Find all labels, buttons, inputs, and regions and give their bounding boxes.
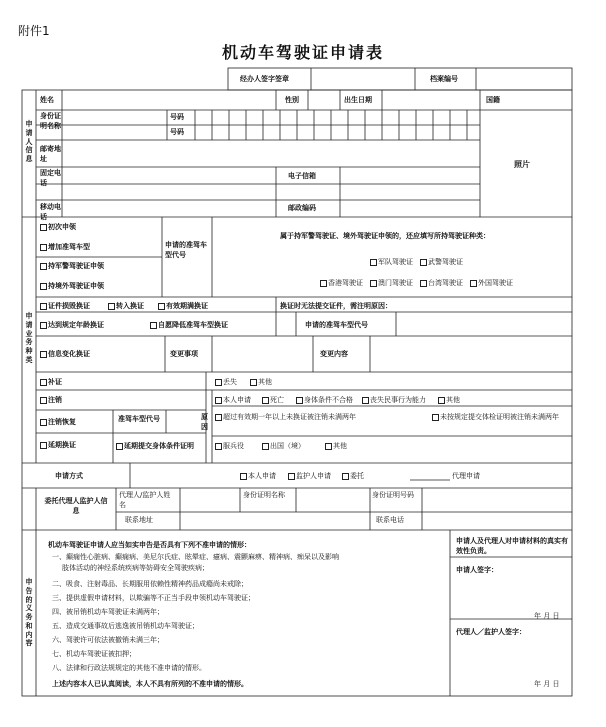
add-class-label: 增加准驾车型 bbox=[48, 243, 90, 251]
incapacity-checkbox[interactable] bbox=[362, 397, 369, 404]
extend-exam-label: 延期提交身体条件证明 bbox=[124, 442, 194, 450]
method-self-label: 本人申请 bbox=[248, 472, 276, 480]
hk-label: 香港驾驶证 bbox=[328, 279, 363, 287]
declaration-section-label: 申告的义务和内容 bbox=[25, 578, 33, 648]
foreign-option[interactable] bbox=[470, 279, 513, 288]
form-title: 机动车驾驶证申请表 bbox=[221, 43, 384, 62]
self-apply-checkbox[interactable] bbox=[215, 397, 222, 404]
agent-addr-label: 联系地址 bbox=[125, 516, 153, 524]
landline-field[interactable] bbox=[63, 168, 275, 183]
method-label: 申请方式 bbox=[55, 472, 83, 480]
cancel-checkbox[interactable] bbox=[40, 397, 47, 404]
replace-label: 补证 bbox=[48, 378, 62, 386]
id-number-label-2: 号码 bbox=[170, 128, 184, 136]
expiry-renew-checkbox[interactable] bbox=[158, 303, 165, 310]
not-submitted-option[interactable] bbox=[432, 412, 570, 422]
cancel-label: 注销 bbox=[48, 396, 62, 404]
military-option[interactable] bbox=[370, 258, 413, 267]
expiry-renew-option[interactable] bbox=[158, 302, 208, 311]
agent-name-label: 代理人/监护人姓名 bbox=[119, 491, 171, 510]
restore-checkbox[interactable] bbox=[40, 419, 47, 426]
id-number-label-1: 号码 bbox=[170, 113, 184, 121]
add-class-option[interactable] bbox=[40, 243, 90, 252]
abroad-label: 出国（境） bbox=[270, 442, 305, 450]
applicant-sign-label: 申请人签字： bbox=[456, 566, 498, 574]
signature-label: 经办人签字签章 bbox=[240, 75, 289, 83]
macau-option[interactable] bbox=[370, 279, 413, 288]
gender-label: 性别 bbox=[285, 96, 299, 104]
add-class-checkbox[interactable] bbox=[40, 244, 47, 251]
other-label: 其他 bbox=[258, 378, 272, 386]
other3-label: 其他 bbox=[333, 442, 347, 450]
renew-note: 换证时无法提交证件，需注明原因： bbox=[280, 302, 392, 310]
holder-note: 属于持军警驾驶证、境外驾驶证申领的，还应填写所持驾驶证种类： bbox=[280, 232, 490, 240]
method-entrust-option[interactable] bbox=[342, 472, 364, 481]
hk-option[interactable] bbox=[320, 279, 363, 288]
id-doc-label: 身份证明名称 bbox=[40, 112, 61, 131]
method-entrust-label: 委托 bbox=[350, 472, 364, 480]
incapacity-label: 丧失民事行为能力 bbox=[370, 396, 426, 404]
info-change-label: 信息变化换证 bbox=[48, 350, 90, 358]
info-change-checkbox[interactable] bbox=[40, 351, 47, 358]
self-apply-label: 本人申请 bbox=[223, 396, 251, 404]
email-field[interactable] bbox=[341, 168, 479, 183]
nationality-label: 国籍 bbox=[486, 96, 500, 104]
transfer-renew-option[interactable] bbox=[108, 302, 144, 311]
military-checkbox[interactable] bbox=[370, 259, 377, 266]
restore-option[interactable] bbox=[40, 418, 76, 427]
change-content-label: 变更内容 bbox=[320, 350, 348, 358]
age-renew-label: 达到规定年龄换证 bbox=[48, 321, 104, 329]
agent-id-no-label: 身份证明号码 bbox=[372, 491, 414, 499]
military-service-checkbox[interactable] bbox=[215, 443, 222, 450]
damage-renew-label: 证件损毁换证 bbox=[48, 302, 90, 310]
landline-label: 固定电话 bbox=[40, 169, 61, 188]
applicant-sign-field[interactable] bbox=[451, 575, 571, 607]
extend-option[interactable] bbox=[40, 440, 90, 450]
not-submitted-checkbox[interactable] bbox=[432, 414, 439, 421]
holder-change-label: 持军警驾驶证申领 bbox=[48, 262, 104, 270]
restore-label: 注销恢复 bbox=[48, 418, 76, 426]
change-item-label: 变更事项 bbox=[170, 350, 198, 358]
abroad-checkbox[interactable] bbox=[262, 443, 269, 450]
apply-class-label: 申请的准驾车型代号 bbox=[165, 241, 207, 260]
attachment-label: 附件1 bbox=[18, 24, 50, 38]
other3-checkbox[interactable] bbox=[325, 443, 332, 450]
class-code-label: 准驾车型代号 bbox=[118, 415, 160, 423]
other2-option[interactable] bbox=[438, 396, 460, 405]
agent-apply-label: 代理申请 bbox=[452, 472, 480, 480]
declaration-closing: 上述内容本人已认真阅读，本人不具有所列的不准申请的情形。 bbox=[52, 680, 248, 688]
foreign-label: 外国驾驶证 bbox=[478, 279, 513, 287]
declaration-item-1b: 肢体活动的神经系统疾病等妨碍安全驾驶疾病； bbox=[62, 564, 209, 572]
police-label: 武警驾驶证 bbox=[428, 258, 463, 266]
holder-abroad-checkbox[interactable] bbox=[40, 283, 47, 290]
lost-label: 丢失 bbox=[223, 378, 237, 386]
cancel-option[interactable] bbox=[40, 396, 62, 405]
applicant-sign-date: 年 月 日 bbox=[534, 612, 560, 620]
macau-label: 澳门驾驶证 bbox=[378, 279, 413, 287]
method-guardian-label: 监护人申请 bbox=[296, 472, 331, 480]
military-service-label: 服兵役 bbox=[223, 442, 244, 450]
hk-checkbox[interactable] bbox=[320, 280, 327, 287]
expired-label: 超过有效期一年以上未换证被注销未满两年 bbox=[223, 413, 356, 421]
expired-option[interactable] bbox=[215, 412, 380, 422]
incapacity-option[interactable] bbox=[362, 396, 426, 405]
transfer-renew-label: 转入换证 bbox=[116, 302, 144, 310]
business-section-label: 申请业务种类 bbox=[25, 312, 33, 364]
declaration-item-4: 四、被吊销机动车驾驶证未满两年； bbox=[52, 608, 164, 616]
other2-checkbox[interactable] bbox=[438, 397, 445, 404]
police-checkbox[interactable] bbox=[420, 259, 427, 266]
tw-option[interactable] bbox=[420, 279, 463, 288]
tw-checkbox[interactable] bbox=[420, 280, 427, 287]
commit-text: 申请人及代理人对申请材料的真实有效性负责。 bbox=[456, 537, 568, 556]
postal-addr-field[interactable] bbox=[63, 141, 479, 166]
applicant-section-label: 申请人信息 bbox=[25, 120, 33, 163]
other-option[interactable] bbox=[250, 378, 272, 387]
death-option[interactable] bbox=[262, 396, 284, 405]
agent-sign-field[interactable] bbox=[451, 640, 571, 675]
extend-exam-option[interactable] bbox=[116, 442, 194, 451]
method-guardian-option[interactable] bbox=[288, 472, 331, 481]
birth-label: 出生日期 bbox=[344, 96, 372, 104]
mobile-field[interactable] bbox=[63, 201, 275, 216]
gender-field[interactable] bbox=[309, 91, 339, 109]
macau-checkbox[interactable] bbox=[370, 280, 377, 287]
age-renew-option[interactable] bbox=[40, 321, 104, 330]
method-entrust-checkbox[interactable] bbox=[342, 473, 349, 480]
replace-option[interactable] bbox=[40, 378, 62, 387]
holder-change-checkbox[interactable] bbox=[40, 263, 47, 270]
name-field[interactable] bbox=[63, 91, 275, 109]
downgrade-label: 自愿降低准驾车型换证 bbox=[158, 321, 228, 329]
downgrade-option[interactable] bbox=[150, 321, 228, 330]
first-apply-label: 初次申领 bbox=[48, 223, 76, 231]
other-checkbox[interactable] bbox=[250, 379, 257, 386]
tw-label: 台湾驾驶证 bbox=[428, 279, 463, 287]
downgrade-checkbox[interactable] bbox=[150, 322, 157, 329]
holder-abroad-option[interactable] bbox=[40, 282, 104, 291]
holder-abroad-label: 持境外驾驶证申领 bbox=[48, 282, 104, 290]
mobile-label: 移动电话 bbox=[40, 203, 61, 222]
declaration-item-1: 一、癫痫性心脏病、癫痫病、美尼尔氏症、眩晕症、癔病、震颤麻痹、精神病、痴呆以及影响 bbox=[52, 553, 339, 561]
military-label: 军队驾驶证 bbox=[378, 258, 413, 266]
agent-sign-label: 代理人／监护人签字： bbox=[456, 628, 526, 636]
apply-class-label-2: 申请的准驾车型代号 bbox=[305, 321, 368, 329]
name-label: 姓名 bbox=[40, 96, 54, 104]
military-service-option[interactable] bbox=[215, 442, 244, 451]
police-option[interactable] bbox=[420, 258, 463, 267]
extend-label: 延期换证 bbox=[48, 441, 76, 449]
agent-sign-date: 年 月 日 bbox=[534, 680, 560, 688]
agent-section-label: 委托代理人监护人信息 bbox=[44, 497, 108, 516]
postcode-label: 邮政编码 bbox=[288, 204, 316, 212]
method-self-option[interactable] bbox=[240, 472, 276, 481]
declaration-item-5: 五、造成交通事故后逃逸被吊销机动车驾驶证； bbox=[52, 622, 199, 630]
damage-renew-checkbox[interactable] bbox=[40, 303, 47, 310]
not-submitted-label: 未按规定提交体检证明被注销未满两年 bbox=[440, 413, 559, 421]
file-no-label: 档案编号 bbox=[430, 75, 458, 83]
holder-change-option[interactable] bbox=[40, 262, 104, 271]
foreign-checkbox[interactable] bbox=[470, 280, 477, 287]
declaration-item-3: 三、提供虚假申请材料，以欺骗等不正当手段申领机动车驾驶证； bbox=[52, 594, 255, 602]
declaration-item-6: 六、驾驶许可依法被撤销未满三年； bbox=[52, 636, 164, 644]
transfer-renew-checkbox[interactable] bbox=[108, 303, 115, 310]
declaration-item-8: 八、法律和行政法规规定的其他不准申请的情形。 bbox=[52, 664, 206, 672]
damage-renew-option[interactable] bbox=[40, 302, 90, 311]
extend-exam-checkbox[interactable] bbox=[116, 443, 123, 450]
first-apply-option[interactable] bbox=[40, 223, 76, 232]
extend-checkbox[interactable] bbox=[40, 442, 47, 449]
first-apply-checkbox[interactable] bbox=[40, 224, 47, 231]
unfit-option[interactable] bbox=[296, 396, 353, 405]
other2-label: 其他 bbox=[446, 396, 460, 404]
birth-field[interactable] bbox=[383, 91, 479, 109]
self-apply-option[interactable] bbox=[215, 396, 251, 405]
unfit-checkbox[interactable] bbox=[296, 397, 303, 404]
replace-checkbox[interactable] bbox=[40, 379, 47, 386]
postal-addr-label: 邮寄地址 bbox=[40, 145, 61, 164]
info-change-option[interactable] bbox=[40, 350, 90, 359]
death-checkbox[interactable] bbox=[262, 397, 269, 404]
declaration-heading: 机动车驾驶证申请人应当如实申告是否具有下列不准申请的情形： bbox=[48, 541, 251, 549]
other3-option[interactable] bbox=[325, 442, 347, 451]
declaration-item-2: 二、吸食、注射毒品、长期服用依赖性精神药品成瘾尚未戒除； bbox=[52, 580, 248, 588]
agent-id-doc-label: 身份证明名称 bbox=[243, 491, 285, 499]
postcode-field[interactable] bbox=[341, 201, 479, 216]
id-number-field[interactable] bbox=[196, 111, 479, 139]
age-renew-checkbox[interactable] bbox=[40, 322, 47, 329]
unfit-label: 身体条件不合格 bbox=[304, 396, 353, 404]
email-label: 电子信箱 bbox=[288, 172, 316, 180]
expired-checkbox[interactable] bbox=[215, 414, 222, 421]
agent-phone-label: 联系电话 bbox=[376, 516, 404, 524]
declaration-item-7: 七、机动车驾驶证被扣押； bbox=[52, 650, 136, 658]
expiry-renew-label: 有效期满换证 bbox=[166, 302, 208, 310]
method-self-checkbox[interactable] bbox=[240, 473, 247, 480]
lost-checkbox[interactable] bbox=[215, 379, 222, 386]
death-label: 死亡 bbox=[270, 396, 284, 404]
photo-label: 照片 bbox=[514, 160, 530, 169]
abroad-option[interactable] bbox=[262, 442, 305, 451]
method-guardian-checkbox[interactable] bbox=[288, 473, 295, 480]
lost-option[interactable] bbox=[215, 378, 237, 387]
reason-label: 原因 bbox=[201, 413, 208, 432]
